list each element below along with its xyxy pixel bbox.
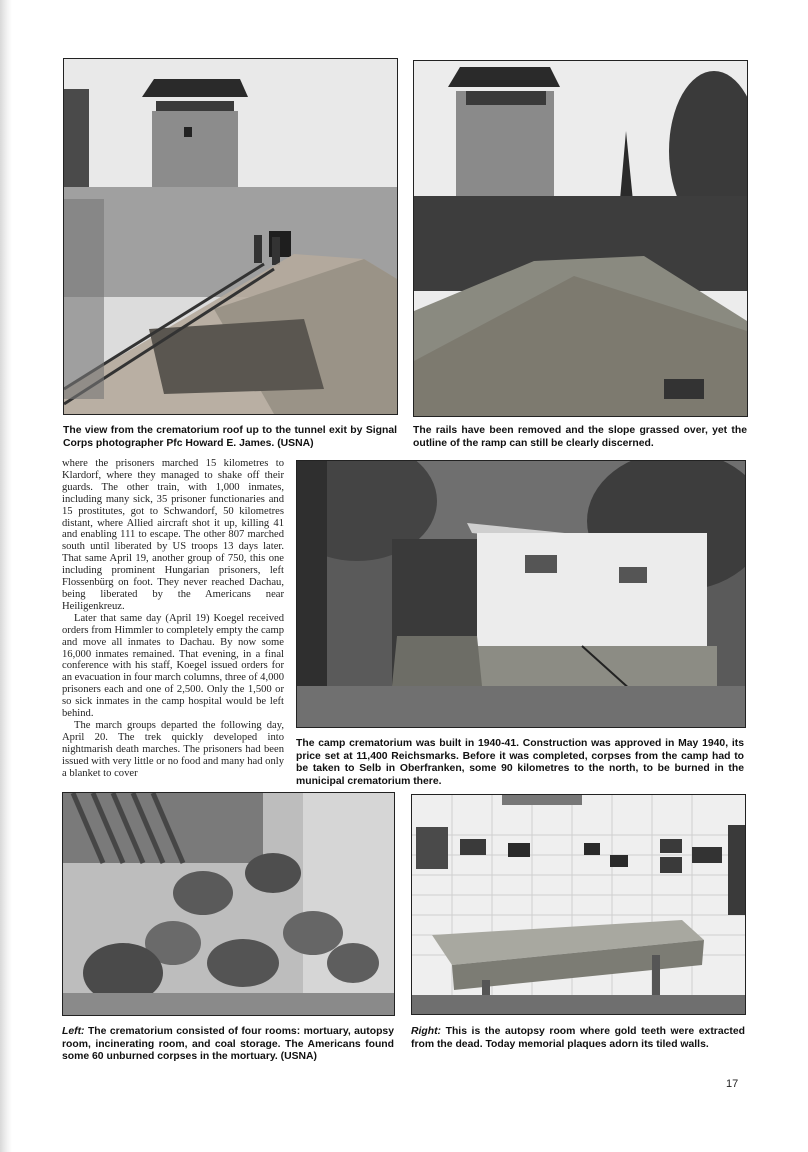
caption-bottom-right-text: This is the autopsy room where gold teeth were extracted from the dead. Today memorial plaques adorn its tiled walls.	[411, 1026, 745, 1050]
photo-corpses-mortuary	[62, 792, 395, 1016]
body-paragraph: Later that same day (April 19) Koegel received orders from Himmler to completely empty the camp and move all inmates to Dachau. By now some 16,000 inmates remained. That evening, in a final conference with his staff, Koegel issued orders for an evacuation in four march columns, three of 4,000 prisoners each and one of 2,500. Only the 1,500 or so sick inmates in the camp hospital would be left behind.	[62, 612, 284, 720]
autopsy-room-image	[412, 795, 745, 1014]
caption-bottom-left	[62, 1026, 394, 1064]
mortuary-image	[63, 793, 394, 1015]
crematorium-building-image	[297, 461, 745, 727]
photo-tunnel-exit-ramp	[63, 58, 398, 415]
body-paragraph: where the prisoners marched 15 kilometres to Klardorf, where they managed to shake off their guards. The other train, with 1,000 inmates, including many sick, 35 prisoner functionaries and 15 prostitutes, got to Schwandorf, 50 kilometres distant, where Allied aircraft shot it up, killing 41 and enabling 111 to escape. The other 807 marched south until liberated by US troops 13 days later. That same April 19, another group of 750, this one including prominent Hungarian prisoners, left Flossenbürg on foot. They never reached Dachau, being liberated by the Americans near Heiligenkreuz.	[62, 458, 284, 612]
caption-bottom-left-text: The crematorium consisted of four rooms: mortuary, autopsy room, incinerating room, and coal storage. The Americans found some 60 unburned corpses in the mortuary. (USNA)	[62, 1026, 394, 1063]
page-edge-shadow	[0, 0, 12, 1152]
body-paragraph: The march groups departed the following day, April 20. The trek quickly developed into nightmarish death marches. The prisoners had been issued with very little or no food and many had only a blanket to cover	[62, 719, 284, 779]
caption-top-right: The rails have been removed and the slope grassed over, yet the outline of the ramp can still be clearly discerned.	[413, 425, 747, 449]
photo-autopsy-room	[411, 794, 746, 1015]
article-body	[62, 458, 284, 779]
caption-bottom-right	[411, 1026, 745, 1051]
page-number: 17	[726, 1078, 739, 1090]
photo-grassed-slope	[413, 60, 748, 417]
caption-bottom-left-lead: Left:	[62, 1026, 85, 1037]
tunnel-exit-image	[64, 59, 397, 414]
photo-crematorium-building	[296, 460, 746, 728]
caption-bottom-right-lead: Right:	[411, 1026, 442, 1037]
caption-top-left: The view from the crematorium roof up to the tunnel exit by Signal Corps photographer Pfc Howard E. James. (USNA)	[63, 425, 397, 449]
grassed-slope-image	[414, 61, 747, 416]
caption-middle-right: The camp crematorium was built in 1940-41. Construction was approved in May 1940, its price set at 11,400 Reichsmarks. Before it was completed, corpses from the camp had to be taken to Selb in Oberfranken, some 90 kilometres to the north, to be burned in the municipal crematorium there.	[296, 738, 744, 787]
